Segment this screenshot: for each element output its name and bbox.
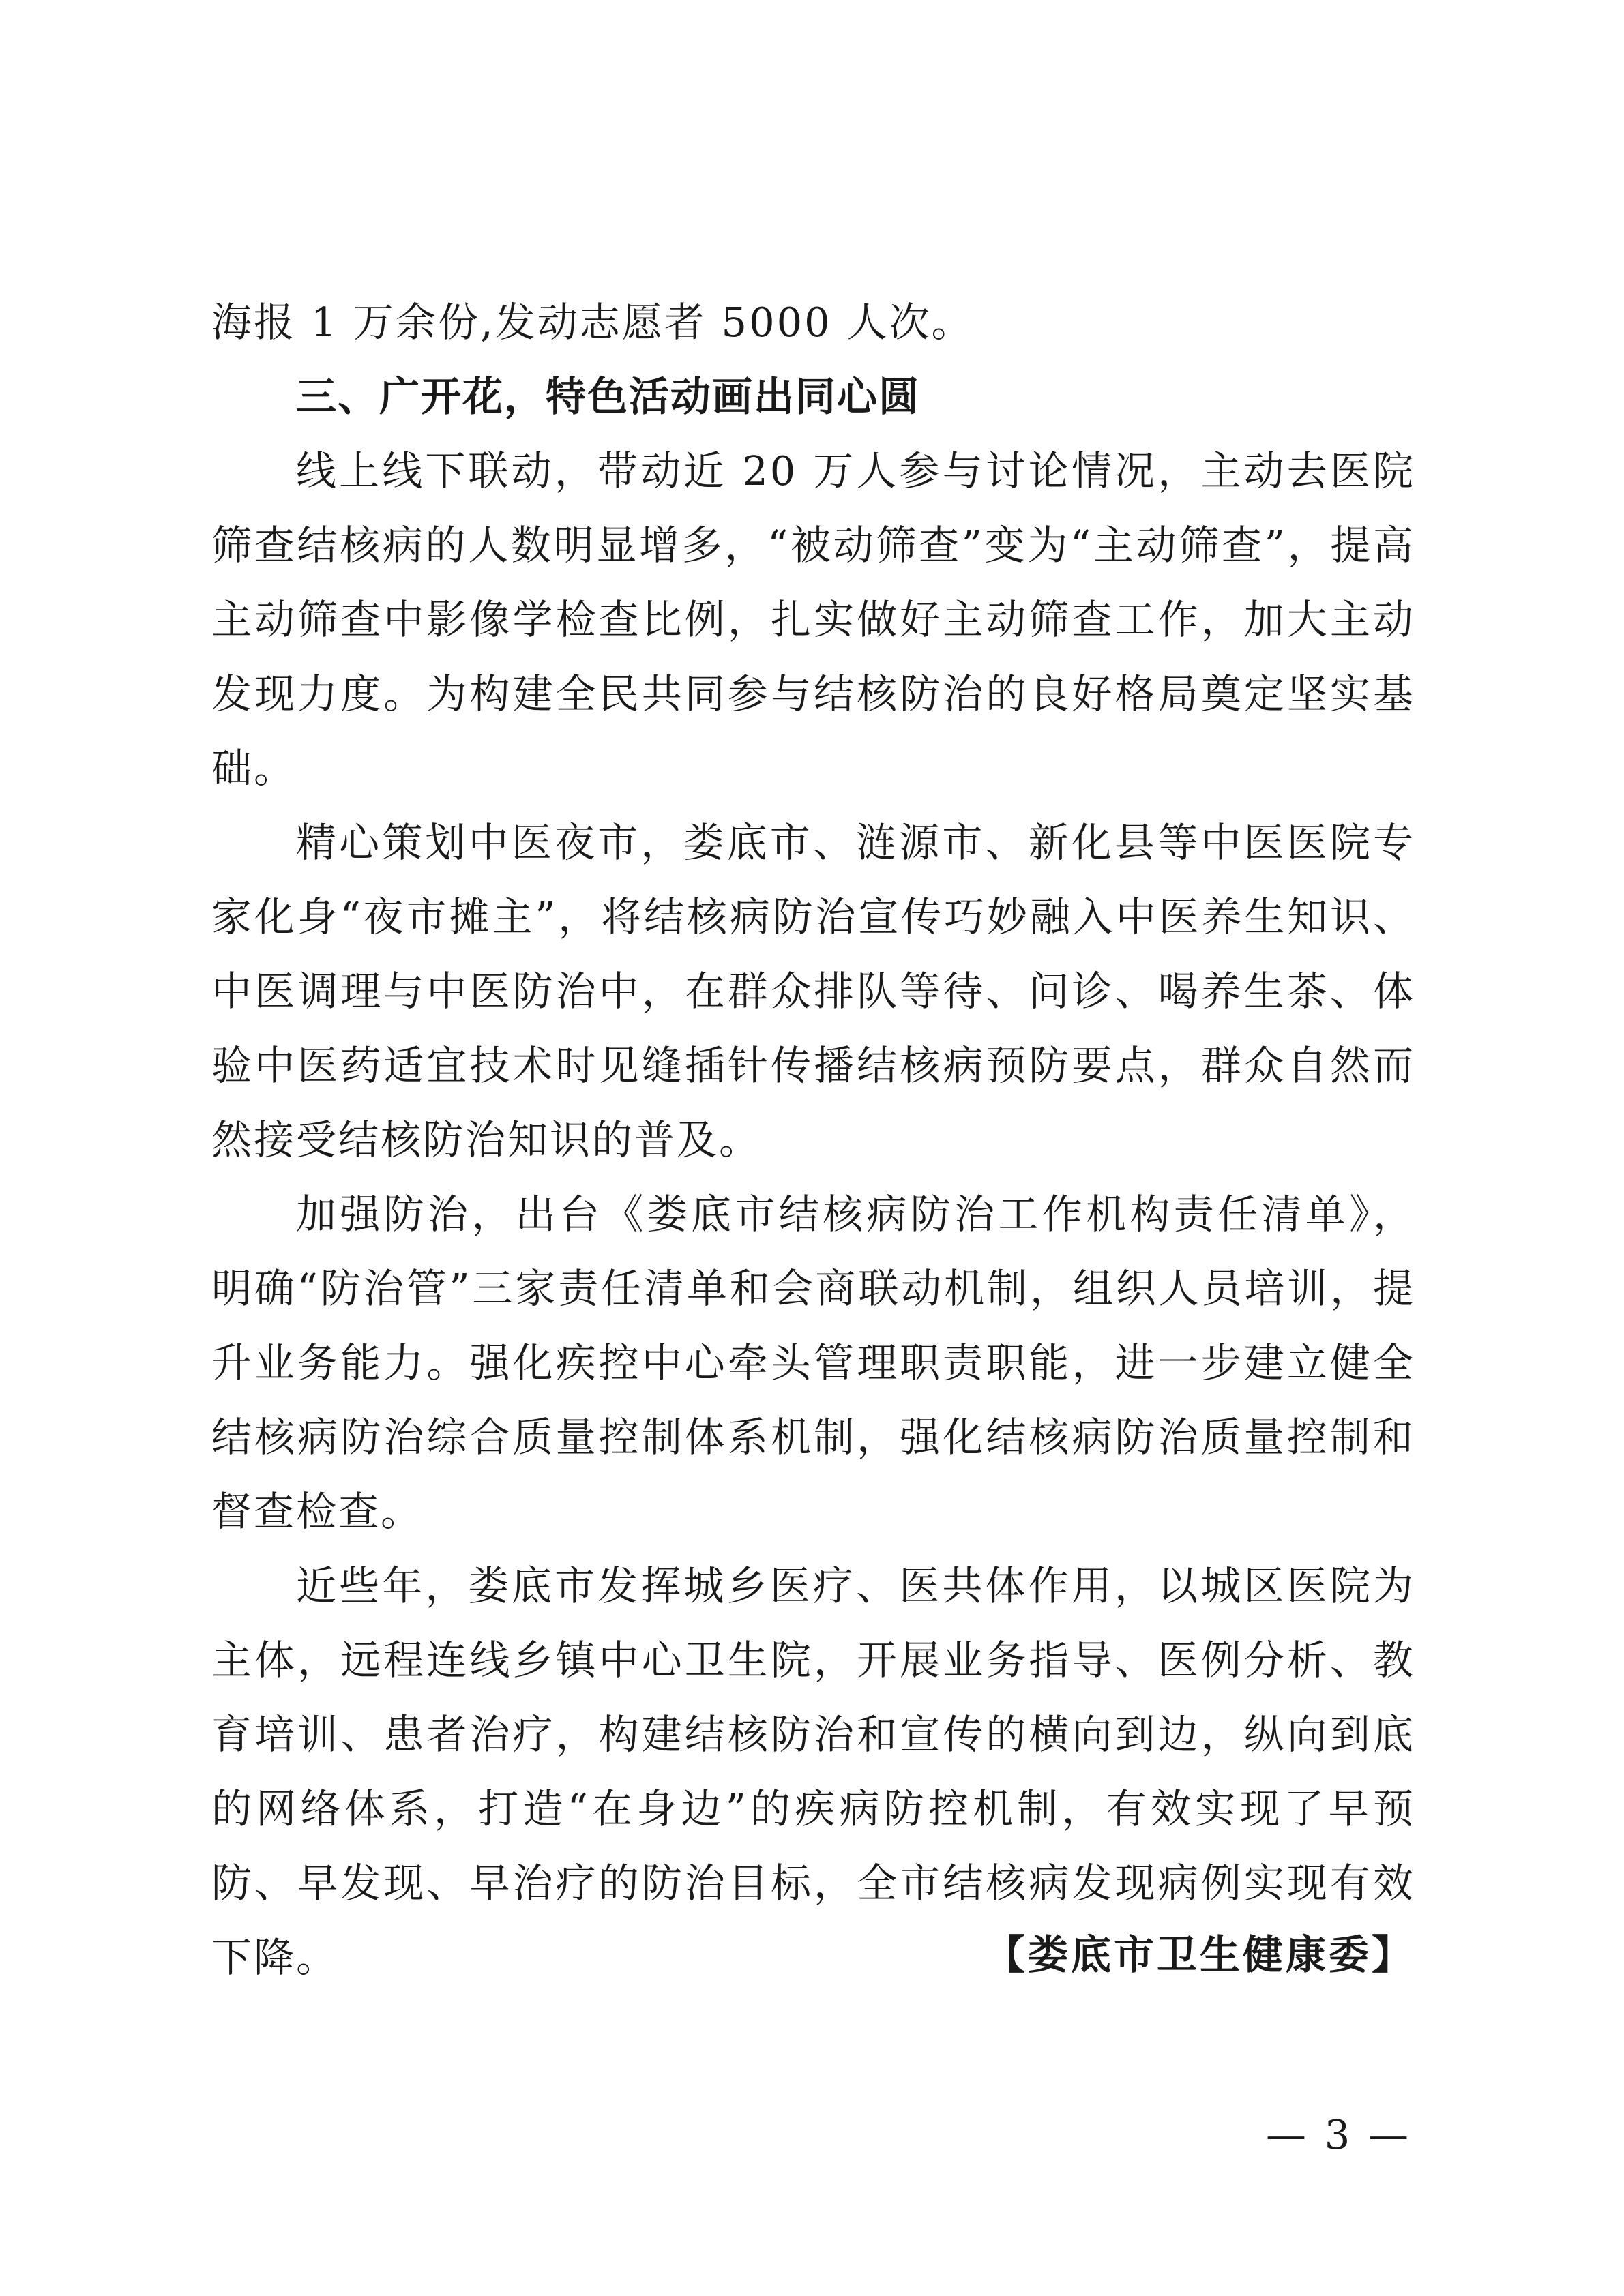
paragraph-tcm-night-market: 精心策划中医夜市，娄底市、涟源市、新化县等中医医院专家化身“夜市摊主”，将结核病防治宣传巧妙融入中医养生知识、中医调理与中医防治中，在群众排队等待、问诊、喝养生茶、体验中医药适宜技术时见缝插针传播结核病预防要点，群众自然而然接受结核防治知识的普及。 [211,819,1415,1163]
page-number: — 3 — [1265,2111,1411,2158]
paragraph-strengthen-prevention: 加强防治，出台《娄底市结核病防治工作机构责任清单》，明确“防治管”三家责任清单和会商联动机制，组织人员培训，提升业务能力。强化疾控中心牵头管理职责职能，进一步建立健全结核病防治综合质量控制体系机制，强化结核病防治质量控制和督查检查。 [211,1191,1415,1535]
paragraph-online-offline: 线上线下联动，带动近 20 万人参与讨论情况，主动去医院筛查结核病的人数明显增多，“被动筛查”变为“主动筛查”，提高主动筛查中影像学检查比例，扎实做好主动筛查工作，加大主动发现力度。为构建全民共同参与结核防治的良好格局奠定坚实基础。 [211,447,1415,792]
signature: 【娄底市卫生健康委】 [984,1931,1415,1978]
paragraph-continued: 海报 1 万余份,发动志愿者 5000 人次。 [211,299,974,346]
document-body [211,285,1415,1995]
paragraph-recent-years: 近些年，娄底市发挥城乡医疗、医共体作用，以城区医院为主体，远程连线乡镇中心卫生院，开展业务指导、医例分析、教育培训、患者治疗，构建结核防治和宣传的横向到边，纵向到底的网络体系，打造“在身边”的疾病防控机制，有效实现了早预防、早发现、早治疗的防治目标，全市结核病发现病例实现有效下降。 [211,1562,1415,1981]
section-heading: 三、广开花，特色活动画出同心圆 [296,373,921,420]
